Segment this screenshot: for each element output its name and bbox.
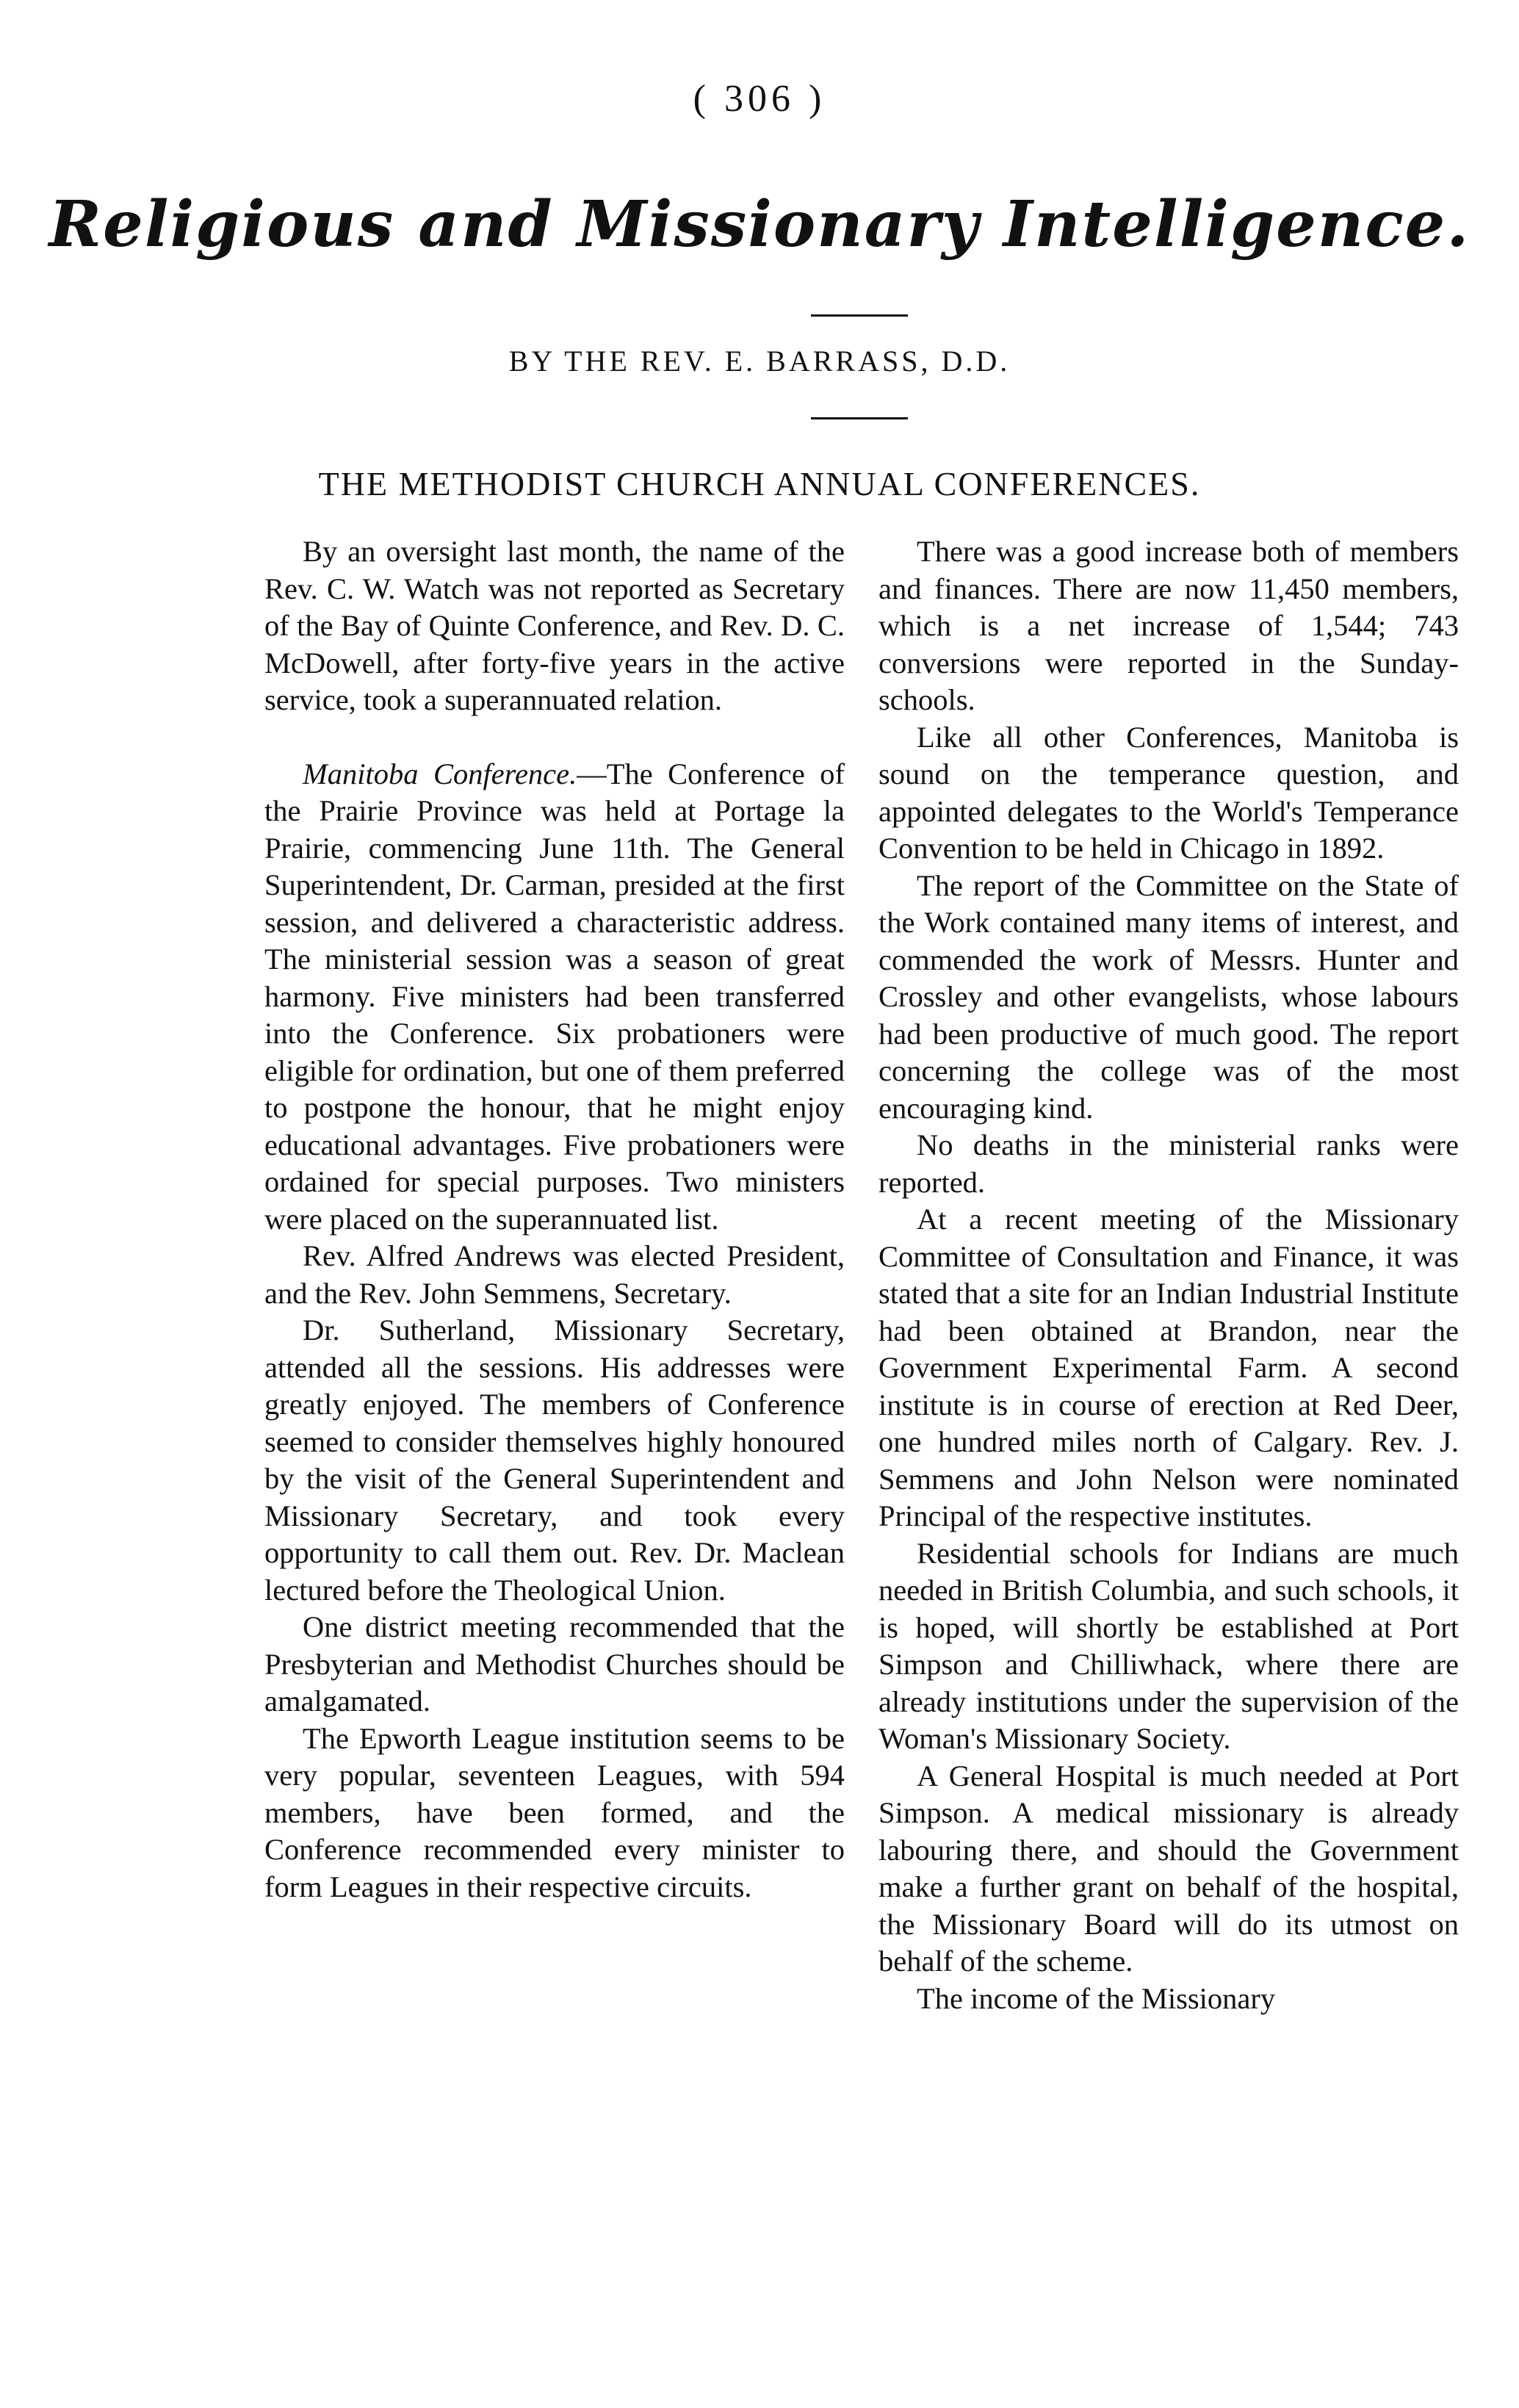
paragraph: Residential schools for Indians are much needed in British Columbia, and such schools, it is hoped, will shortly be established at Port Simpson and Chilliwhack, where there are already institutions under the supervision of the Woman's Missionary Society. (878, 1536, 1459, 1755)
paragraph: The report of the Committee on the State of the Work contained many items of interest, and commended the work of Messrs. Hunter and Crossley and other evangelists, whose labours had been productive of much good. The report concerning the college was of the most encouraging kind. (878, 868, 1459, 1125)
paragraph: The income of the Missionary (917, 1981, 1276, 2015)
page-number: ( 306 ) (693, 78, 826, 120)
right-column (878, 533, 1459, 2017)
paragraph: By an oversight last month, the name of the Rev. C. W. Watch was not reported as Secretary of the Bay of Quinte Conference, and Rev. D. C. McDowell, after forty-five years in the active service, took a superannuated relation. (264, 535, 845, 716)
byline: BY THE REV. E. BARRASS, D.D. (508, 345, 1011, 378)
top-divider (811, 314, 908, 317)
left-column (264, 533, 845, 1906)
paragraph: There was a good increase both of members and finances. There are now 11,450 members, which is a net increase of 1,544; 743 conversions were reported in the Sunday-schools. (878, 535, 1459, 716)
run-in-heading: Manitoba Conference. (303, 757, 577, 790)
paragraph: Like all other Conferences, Manitoba is sound on the temperance question, and appointed delegates to the World's Temperance Convention to be held in Chicago in 1892. (878, 720, 1459, 865)
paragraph: Dr. Sutherland, Missionary Secretary, attended all the sessions. His addresses were greatly enjoyed. The members of Conference seemed to consider themselves highly honoured by the visit of the General Superintendent and Missionary Secretary, and took every opportunity to call them out. Rev. Dr. Maclean lectured before the Theological Union. (264, 1313, 845, 1607)
paragraph: At a recent meeting of the Missionary Committee of Consultation and Finance, it was stated that a site for an Indian Industrial Institute had been obtained at Brandon, near the Government Experimental Farm. A second institute is in course of erection at Red Deer, one hundred miles north of Calgary. Rev. J. Semmens and John Nelson were nominated Principal of the respective institutes. (878, 1203, 1459, 1532)
paragraph: No deaths in the ministerial ranks were reported. (878, 1128, 1459, 1199)
section-heading: THE METHODIST CHURCH ANNUAL CONFERENCES. (318, 465, 1201, 502)
paragraph-text: —The Conference of the Prairie Province was held at Portage la Prairie, commencing June 11th. The General Superintendent, Dr. Carman, presided at the first session, and delivered a characteristic address. The ministerial session was a season of great harmony. Five ministers had been transferred into the Conference. Six probationers were eligible for ordination, but one of them preferred to postpone the honour, that he might enjoy educational advantages. Five probationers were ordained for special purposes. Two ministers were placed on the superannuated list. (264, 757, 845, 1236)
paragraph: Rev. Alfred Andrews was elected President, and the Rev. John Semmens, Secretary. (264, 1239, 845, 1310)
paragraph-manitoba (264, 756, 845, 1239)
paragraph: One district meeting recommended that the Presbyterian and Methodist Churches should be amalgamated. (264, 1610, 845, 1717)
page-title: Religious and Missionary Intelligence. (48, 187, 1471, 262)
paragraph: The Epworth League institution seems to be very popular, seventeen Leagues, with 594 members, have been formed, and the Conference recommended every minister to form Leagues in their respective circuits. (264, 1721, 845, 1903)
mid-divider (811, 417, 908, 419)
paragraph: A General Hospital is much needed at Port Simpson. A medical missionary is already labouring there, and should the Government make a further grant on behalf of the hospital, the Missionary Board will do its utmost on behalf of the scheme. (878, 1759, 1459, 1978)
